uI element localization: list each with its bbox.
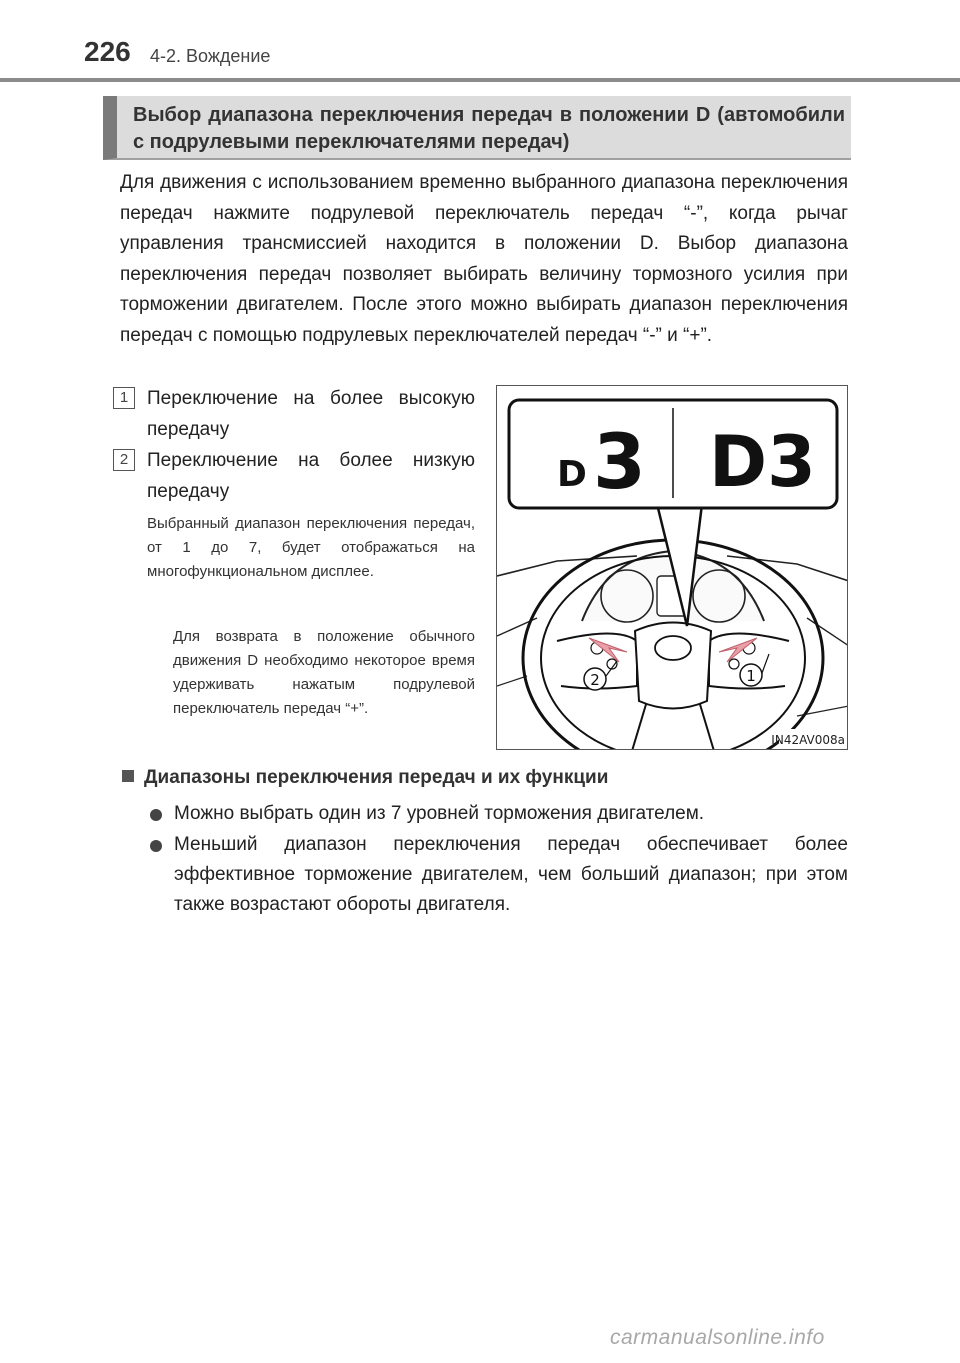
display-gear-left: D — [557, 454, 587, 495]
display-gear-left-number: 3 — [593, 417, 646, 506]
function-bullet-1: Можно выбрать один из 7 уровней торможения двигателем. — [174, 803, 705, 824]
callout-1: 1 — [746, 667, 756, 685]
range-note: Выбранный диапазон переключения передач, от 1 до 7, будет отображаться на многофункциональном дисплее. — [147, 515, 475, 580]
page-number: 226 — [84, 36, 131, 67]
item-number-2: 2 — [113, 449, 135, 471]
item-text-1: Переключение на более высокую передачу — [147, 388, 475, 440]
functions-heading — [122, 767, 608, 789]
functions-heading-text: Диапазоны переключения передач и их функции — [144, 767, 609, 788]
bullet-dot-icon — [150, 840, 162, 852]
bullet-dot-icon — [150, 809, 162, 821]
item-text-2: Переключение на более низкую передачу — [147, 450, 475, 502]
square-bullet-icon — [122, 770, 134, 782]
chapter-title: 4-2. Вождение — [150, 46, 271, 66]
header-divider — [0, 78, 960, 82]
item-number-1: 1 — [113, 387, 135, 409]
steering-wheel-figure — [496, 385, 848, 750]
figure-code: IN42AV008a — [771, 733, 845, 747]
callout-2: 2 — [590, 671, 600, 689]
steering-wheel-illustration — [497, 386, 848, 750]
return-note: Для возврата в положение обычного движения D необходимо некоторое время удерживать нажатым подрулевой переключатель передач “+”. — [173, 628, 475, 717]
section-title: Выбор диапазона переключения передач в положении D (автомобили с подрулевыми переключателями передач) — [133, 104, 845, 153]
watermark[interactable]: carmanualsonline.info — [610, 1326, 825, 1349]
intro-paragraph: Для движения с использованием временно выбранного диапазона переключения передач нажмите подрулевой переключатель передач “-”, когда рычаг управления трансмиссией находится в положении D. Выбор диапазона переключения передач позволяет выбирать величину тормозного усилия при торможении двигателем. После этого можно выбирать диапазон переключения передач с помощью подрулевых переключателей передач “-” и “+”. — [120, 172, 848, 346]
section-heading-box — [103, 96, 851, 160]
display-gear-right: D3 — [709, 421, 816, 503]
function-bullet-2: Меньший диапазон переключения передач обеспечивает более эффективное торможение двигателем, чем больший диапазон; при этом также возрастают обороты двигателя. — [174, 834, 848, 915]
